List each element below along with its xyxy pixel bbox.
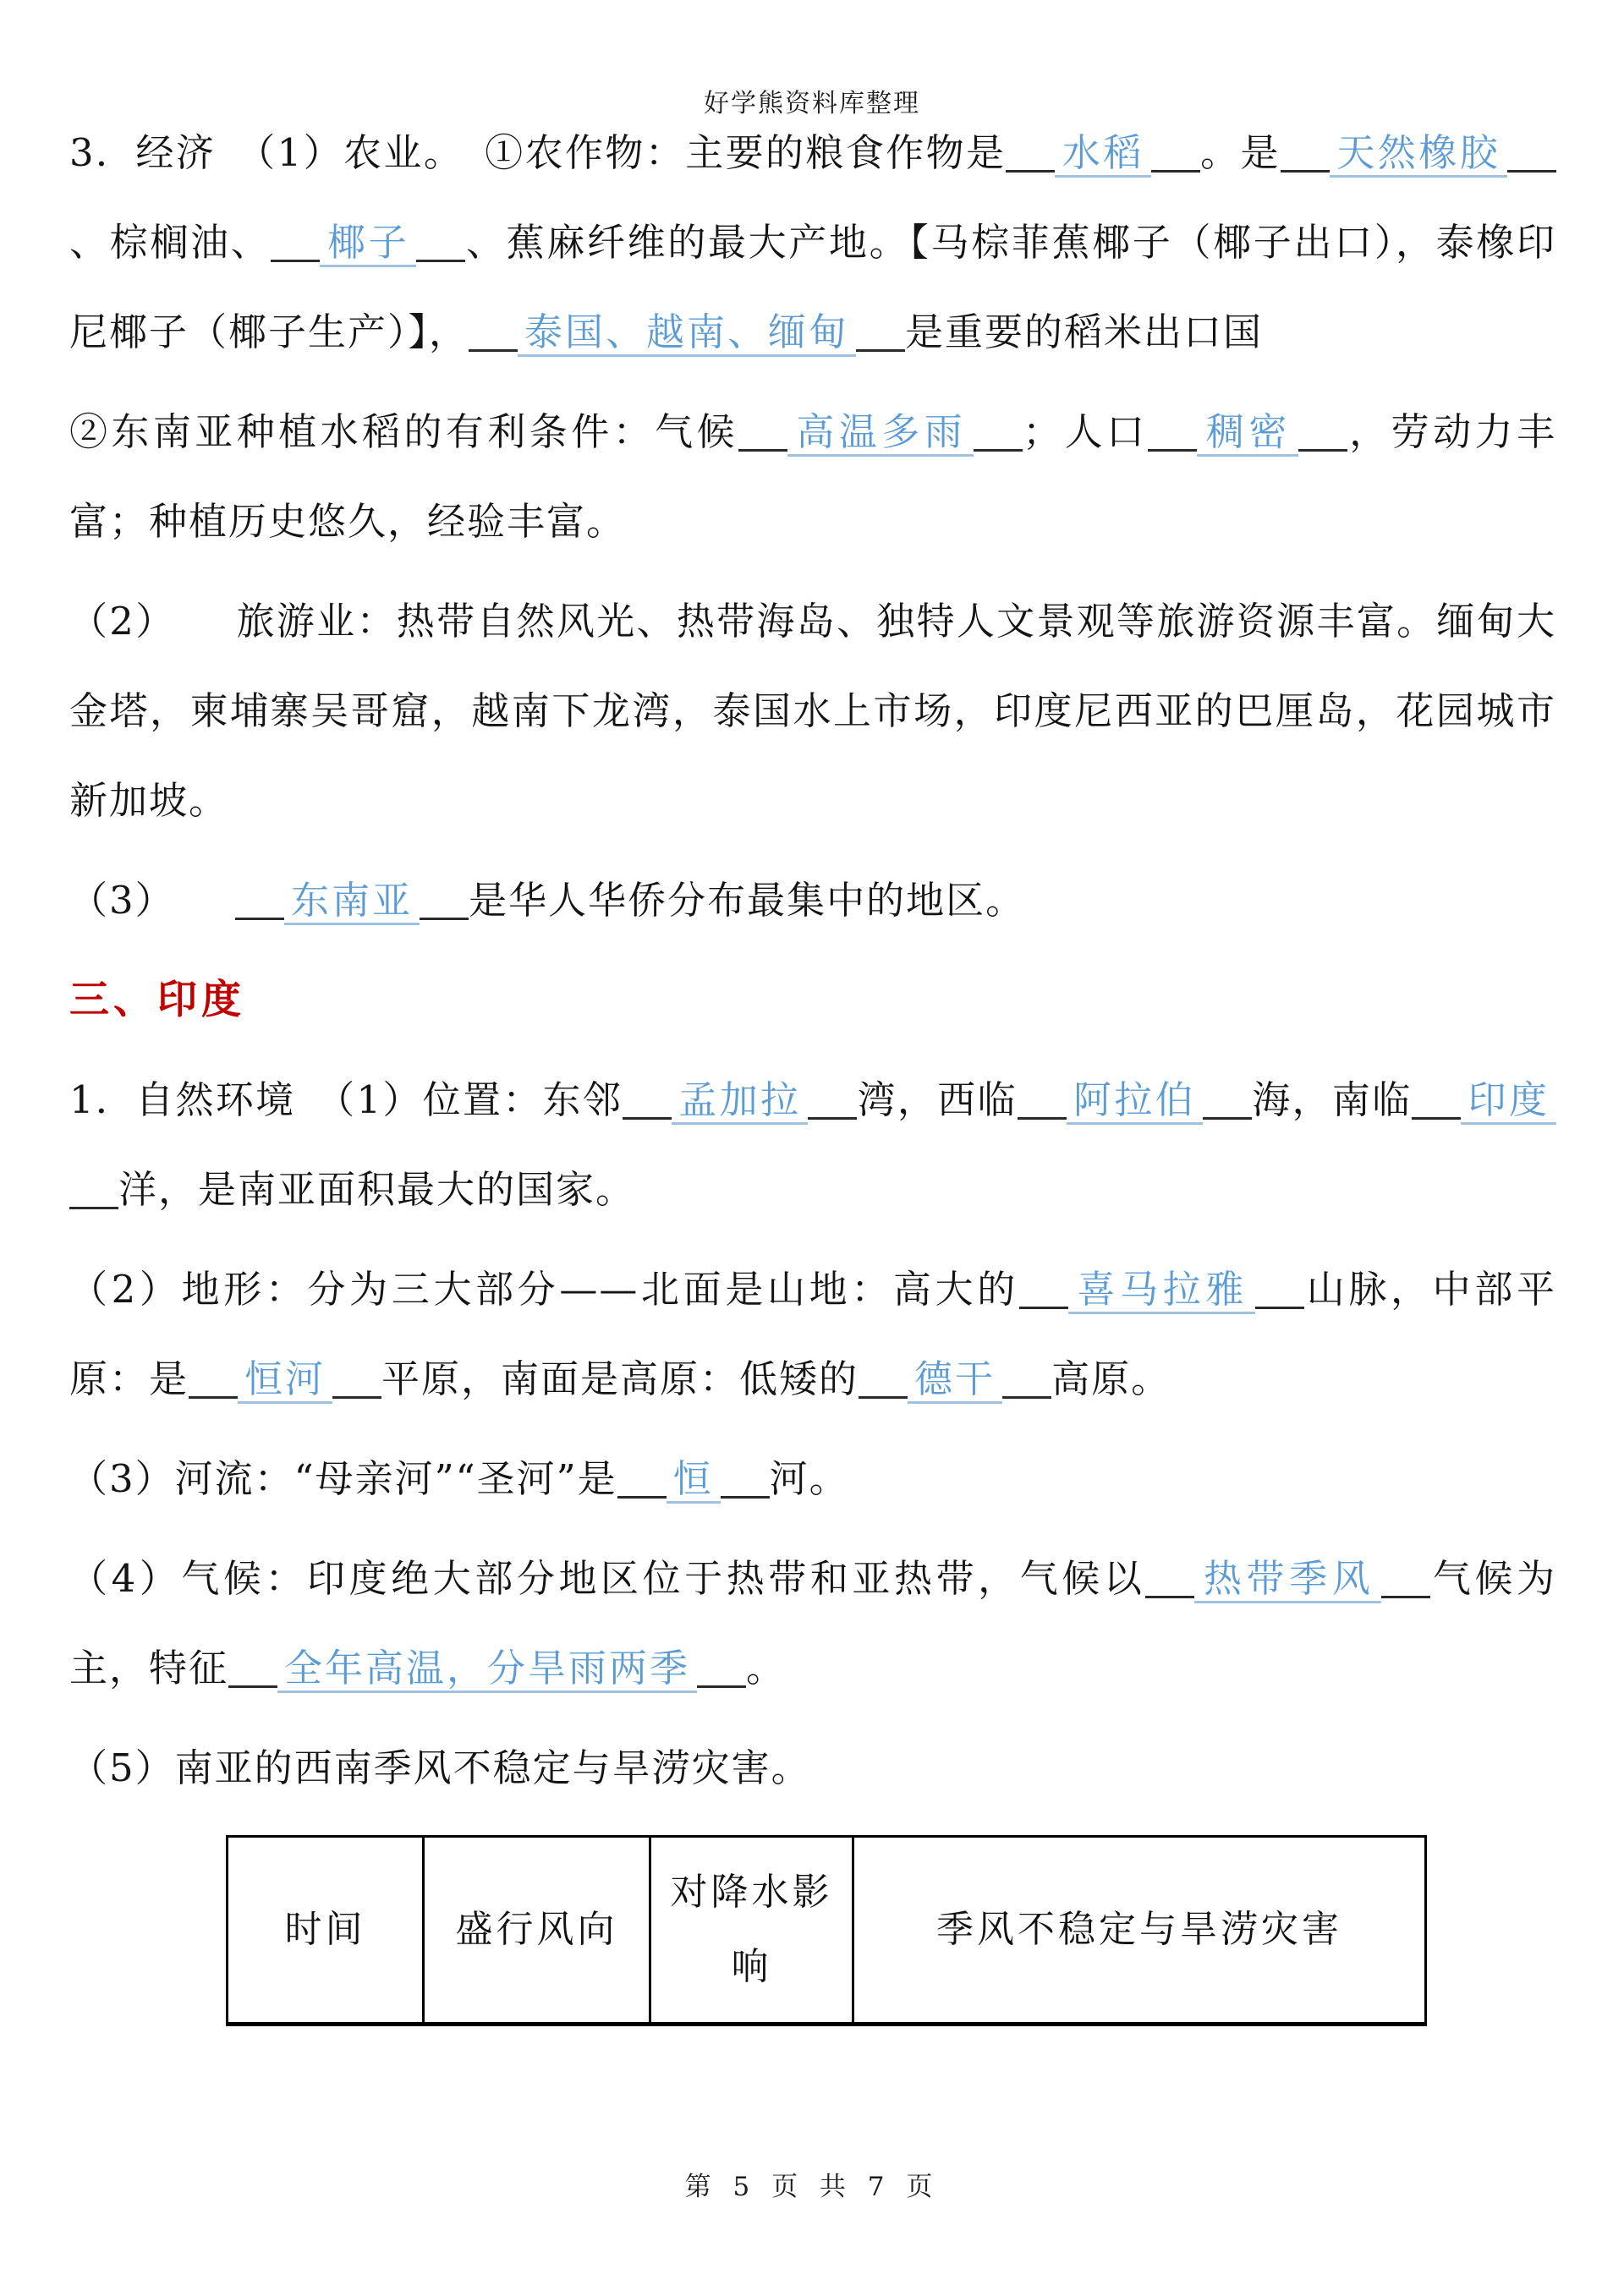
text-run: 。 (746, 1646, 787, 1690)
monsoon-table (226, 1835, 1427, 2026)
text-run: 山脉，中部平原：是 (69, 1267, 1556, 1401)
blank-answer-text: 印度 (1461, 1077, 1556, 1125)
blank-underscore-line (1002, 1358, 1051, 1399)
blank-answer-text: 阿拉伯 (1067, 1077, 1203, 1125)
blank-underscore-line (1148, 411, 1197, 452)
blank-underscore-line (69, 1169, 118, 1209)
fill-in-blank (235, 878, 469, 923)
blank-underscore-line (1151, 132, 1200, 173)
blank-underscore-line (416, 222, 465, 262)
text-run: ；人口 (1023, 409, 1149, 454)
text-run: 1．自然环境 （1）位置：东邻 (69, 1077, 623, 1122)
doc-body (69, 108, 1556, 2026)
fill-in-blank (189, 1356, 381, 1401)
fill-in-blank (1148, 409, 1347, 454)
text-run: 、蕉麻纤维的最大产地。【马棕菲蕉椰子（椰子出口），泰橡印尼椰子（椰子生产）】， (69, 220, 1556, 354)
blank-underscore-line (974, 411, 1023, 452)
fill-in-blank (738, 409, 1023, 454)
table-header-cell: 对降水影响 (650, 1837, 853, 2025)
blank-underscore-line (228, 1647, 277, 1688)
text-run: 是重要的稻米出口国 (905, 310, 1264, 354)
blank-underscore-line (1507, 132, 1556, 173)
text-run: 3．经济 （1）农业。 ①农作物：主要的粮食作物是 (69, 130, 1007, 175)
blank-answer-text: 稠密 (1197, 409, 1298, 457)
fill-in-blank (623, 1077, 857, 1122)
fill-in-blank (1019, 1267, 1304, 1312)
blank-answer-text: 喜马拉雅 (1068, 1267, 1255, 1314)
fill-in-blank (1018, 1077, 1252, 1122)
blank-answer-text: 东南亚 (284, 878, 420, 925)
text-run: 河。 (769, 1456, 849, 1501)
text-run: （3） (69, 878, 236, 923)
text-run: 是华人华侨分布最集中的地区。 (469, 878, 1026, 923)
text-run: 三、印度 (69, 977, 245, 1023)
fill-in-blank (1145, 1556, 1430, 1601)
blank-underscore-line (623, 1079, 672, 1120)
blank-answer-text: 水稻 (1055, 130, 1150, 178)
table-header-cell: 季风不稳定与旱涝灾害 (853, 1837, 1426, 2025)
fill-in-blank (469, 310, 905, 354)
table-header-cell: 时间 (228, 1837, 424, 2025)
text-run: （3）河流：“母亲河”“圣河”是 (69, 1456, 617, 1501)
blank-underscore-line (469, 311, 518, 352)
text-run: 湾，西临 (857, 1077, 1018, 1122)
blank-underscore-line (1019, 1269, 1068, 1309)
paragraph (69, 108, 1556, 377)
blank-underscore-line (1006, 132, 1055, 173)
blank-answer-text: 恒河 (238, 1356, 332, 1404)
blank-underscore-line (1203, 1079, 1252, 1120)
blank-underscore-line (1255, 1269, 1304, 1309)
table-header-cell: 盛行风向 (424, 1837, 650, 2025)
blank-underscore-line (1381, 1558, 1430, 1598)
blank-underscore-line (332, 1358, 381, 1399)
fill-in-blank (617, 1456, 770, 1501)
blank-answer-text: 高温多雨 (787, 409, 974, 457)
paragraph (69, 1434, 1556, 1524)
text-run: 气候为主，特征 (69, 1556, 1556, 1690)
blank-underscore-line (1281, 132, 1330, 173)
section-heading (69, 956, 1556, 1045)
text-run: ②东南亚种植水稻的有利条件：气候 (69, 409, 738, 454)
blank-answer-text: 恒 (667, 1456, 721, 1504)
text-run: 高原。 (1051, 1356, 1171, 1401)
blank-answer-text: 德干 (908, 1356, 1002, 1404)
blank-underscore-line (738, 411, 787, 452)
blank-underscore-line (189, 1358, 238, 1399)
text-run: ，劳动力丰富；种植历史悠久，经验丰富。 (69, 409, 1556, 544)
fill-in-blank (228, 1646, 746, 1690)
blank-answer-text: 热带季风 (1194, 1556, 1381, 1603)
text-run: （5）南亚的西南季风不稳定与旱涝灾害。 (69, 1745, 811, 1790)
text-run: 。是 (1199, 130, 1281, 175)
blank-underscore-line (617, 1458, 667, 1499)
blank-underscore-line (697, 1647, 746, 1688)
text-run: （2）地形：分为三大部分——北面是山地：高大的 (69, 1267, 1019, 1312)
paragraph (69, 856, 1556, 945)
paragraph (69, 1534, 1556, 1713)
fill-in-blank (1281, 130, 1556, 175)
blank-answer-text: 孟加拉 (672, 1077, 808, 1125)
blank-underscore-line (859, 1358, 908, 1399)
blank-answer-text: 天然橡胶 (1330, 130, 1507, 178)
page-number-footer: 第 5 页 共 7 页 (684, 2172, 940, 2202)
blank-underscore-line (721, 1458, 770, 1499)
paragraph (69, 1723, 1556, 1813)
fill-in-blank (859, 1356, 1051, 1401)
blank-answer-text: 全年高温，分旱雨两季 (277, 1646, 697, 1693)
blank-underscore-line (420, 879, 469, 920)
blank-underscore-line (1018, 1079, 1067, 1120)
text-run: （2） 旅游业：热带自然风光、热带海岛、独特人文景观等旅游资源丰富。缅甸大金塔，柬埔寨吴哥窟，越南下龙湾，泰国水上市场，印度尼西亚的巴厘岛，花园城市新加坡。 (69, 599, 1556, 823)
table-header-row (228, 1837, 1426, 2025)
blank-underscore-line (271, 222, 320, 262)
doc-header-title: 好学熊资料库整理 (704, 89, 920, 118)
blank-underscore-line (235, 879, 284, 920)
blank-underscore-line (856, 311, 905, 352)
paragraph (69, 577, 1556, 846)
blank-answer-text: 泰国、越南、缅甸 (518, 310, 856, 357)
blank-answer-text: 椰子 (320, 220, 416, 267)
blank-underscore-line (1412, 1079, 1461, 1120)
blank-underscore-line (808, 1079, 857, 1120)
text-run: 洋，是南亚面积最大的国家。 (118, 1167, 636, 1212)
paragraph (69, 1055, 1556, 1235)
paragraph (69, 387, 1556, 567)
text-run: （4）气候：印度绝大部分地区位于热带和亚热带，气候以 (69, 1556, 1146, 1601)
text-run: 海，南临 (1251, 1077, 1413, 1122)
paragraph (69, 1245, 1556, 1424)
fill-in-blank (271, 220, 465, 265)
blank-underscore-line (1298, 411, 1347, 452)
text-run: 平原，南面是高原：低矮的 (381, 1356, 859, 1401)
fill-in-blank (1006, 130, 1199, 175)
blank-underscore-line (1145, 1558, 1194, 1598)
text-run: 、棕榈油、 (69, 220, 272, 265)
